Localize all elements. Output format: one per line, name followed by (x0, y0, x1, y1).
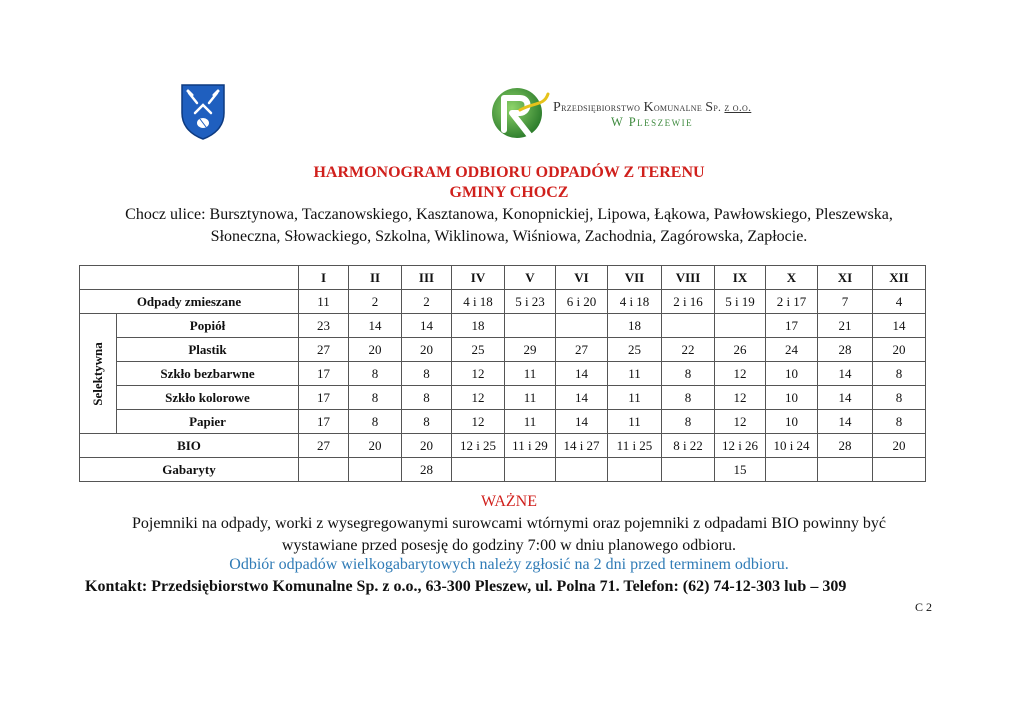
collection-date-cell: 25 (452, 338, 505, 362)
schedule-subtitle: GMINY CHOCZ (449, 184, 569, 201)
collection-date-cell: 14 (556, 362, 608, 386)
collection-date-cell: 27 (556, 338, 608, 362)
collection-date-cell: 14 (556, 410, 608, 434)
month-header: XI (818, 266, 873, 290)
collection-date-cell: 10 (766, 386, 818, 410)
selective-group-text: Selektywna (90, 341, 105, 406)
collection-date-cell: 14 i 27 (556, 434, 608, 458)
important-heading: WAŻNE (481, 493, 537, 510)
collection-date-cell: 11 (608, 410, 662, 434)
collection-date-cell: 8 (873, 386, 926, 410)
month-header: VIII (662, 266, 715, 290)
collection-date-cell: 8 (873, 410, 926, 434)
collection-date-cell: 20 (349, 338, 402, 362)
collection-date-cell (299, 458, 349, 482)
collection-date-cell (766, 458, 818, 482)
collection-date-cell: 4 i 18 (608, 290, 662, 314)
collection-date-cell: 8 (402, 410, 452, 434)
collection-date-cell: 17 (299, 410, 349, 434)
contact-info: Kontakt: Przedsiębiorstwo Komunalne Sp. z o.o., 63-300 Pleszew, ul. Polna 71. Telefon: (62) 74-12-303 lub – 309 (85, 578, 847, 595)
header-corner (80, 266, 299, 290)
streets-line-1: Chocz ulice: Bursztynowa, Taczanowskiego, Kasztanowa, Konopnickiej, Lipowa, Łąkowa, Pawłowskiego, Pleszewska, (125, 206, 893, 223)
waste-type-label: Szkło bezbarwne (117, 362, 299, 386)
collection-date-cell: 14 (349, 314, 402, 338)
table-row (80, 314, 926, 338)
collection-date-cell: 7 (818, 290, 873, 314)
collection-date-cell: 11 (608, 362, 662, 386)
waste-type-label: Papier (117, 410, 299, 434)
collection-date-cell: 6 i 20 (556, 290, 608, 314)
collection-date-cell: 11 (299, 290, 349, 314)
collection-date-cell: 20 (873, 338, 926, 362)
collection-date-cell: 12 (715, 386, 766, 410)
collection-date-cell (662, 314, 715, 338)
collection-date-cell (505, 458, 556, 482)
collection-date-cell: 5 i 23 (505, 290, 556, 314)
collection-date-cell: 14 (402, 314, 452, 338)
waste-type-label: Gabaryty (80, 458, 299, 482)
table-row (80, 410, 926, 434)
collection-date-cell: 8 (662, 362, 715, 386)
streets-list (0, 204, 1018, 248)
table-row (80, 338, 926, 362)
month-header: IX (715, 266, 766, 290)
page-code: C 2 (914, 600, 932, 614)
collection-date-cell (349, 458, 402, 482)
collection-date-cell: 28 (818, 434, 873, 458)
collection-date-cell: 8 (402, 386, 452, 410)
company-name (553, 100, 783, 130)
collection-date-cell: 22 (662, 338, 715, 362)
collection-date-cell: 14 (556, 386, 608, 410)
month-header: IV (452, 266, 505, 290)
collection-date-cell: 25 (608, 338, 662, 362)
collection-date-cell (556, 458, 608, 482)
collection-date-cell: 8 (402, 362, 452, 386)
table-header-row (80, 266, 926, 290)
collection-date-cell: 14 (818, 410, 873, 434)
collection-date-cell: 15 (715, 458, 766, 482)
bulky-waste-note: Odbiór odpadów wielkogabarytowych należy zgłosić na 2 dni przed terminem odbioru. (229, 556, 789, 573)
collection-date-cell: 20 (402, 434, 452, 458)
coat-of-arms-icon (180, 83, 226, 141)
collection-date-cell: 28 (402, 458, 452, 482)
collection-date-cell: 8 (662, 410, 715, 434)
collection-date-cell: 8 (873, 362, 926, 386)
collection-date-cell: 28 (818, 338, 873, 362)
collection-date-cell (608, 458, 662, 482)
waste-type-label: BIO (80, 434, 299, 458)
collection-date-cell: 27 (299, 434, 349, 458)
collection-date-cell: 10 (766, 410, 818, 434)
month-header: V (505, 266, 556, 290)
collection-date-cell (715, 314, 766, 338)
table-row (80, 434, 926, 458)
month-header: III (402, 266, 452, 290)
collection-date-cell: 17 (299, 386, 349, 410)
company-name-line1: Przedsiębiorstwo Komunalne Sp. z o.o. (553, 100, 752, 115)
collection-date-cell: 21 (818, 314, 873, 338)
collection-date-cell: 11 (505, 386, 556, 410)
collection-date-cell: 12 (715, 410, 766, 434)
collection-date-cell: 8 (349, 410, 402, 434)
collection-date-cell: 20 (402, 338, 452, 362)
collection-date-cell: 11 (505, 362, 556, 386)
collection-date-cell: 4 i 18 (452, 290, 505, 314)
notice-line-1: Pojemniki na odpady, worki z wysegregowanymi surowcami wtórnymi oraz pojemniki z odpadami BIO powinny być (132, 515, 886, 532)
collection-date-cell: 5 i 19 (715, 290, 766, 314)
collection-date-cell: 2 (402, 290, 452, 314)
collection-date-cell: 2 i 17 (766, 290, 818, 314)
table-row (80, 362, 926, 386)
collection-date-cell: 2 (349, 290, 402, 314)
collection-date-cell: 18 (608, 314, 662, 338)
collection-date-cell: 11 i 29 (505, 434, 556, 458)
collection-date-cell: 14 (818, 362, 873, 386)
collection-date-cell (873, 458, 926, 482)
table-row (80, 386, 926, 410)
collection-date-cell: 29 (505, 338, 556, 362)
collection-date-cell: 26 (715, 338, 766, 362)
collection-date-cell: 8 (349, 386, 402, 410)
month-header: I (299, 266, 349, 290)
collection-date-cell: 14 (818, 386, 873, 410)
collection-date-cell: 12 (452, 410, 505, 434)
collection-date-cell: 17 (299, 362, 349, 386)
collection-date-cell: 24 (766, 338, 818, 362)
streets-line-2: Słoneczna, Słowackiego, Szkolna, Wiklinowa, Wiśniowa, Zachodnia, Zagórowska, Zapłocie. (210, 228, 808, 245)
collection-date-cell: 8 i 22 (662, 434, 715, 458)
month-header: VI (556, 266, 608, 290)
collection-date-cell: 11 (505, 410, 556, 434)
collection-date-cell: 10 (766, 362, 818, 386)
collection-date-cell: 2 i 16 (662, 290, 715, 314)
month-header: II (349, 266, 402, 290)
collection-date-cell (556, 314, 608, 338)
waste-type-label: Popiół (117, 314, 299, 338)
month-header: VII (608, 266, 662, 290)
collection-date-cell: 12 (715, 362, 766, 386)
table-row (80, 290, 926, 314)
company-name-line2: W Pleszewie (611, 115, 694, 129)
collection-date-cell: 10 i 24 (766, 434, 818, 458)
collection-date-cell (505, 314, 556, 338)
selective-group-label (80, 314, 117, 434)
collection-date-cell (452, 458, 505, 482)
waste-type-label: Szkło kolorowe (117, 386, 299, 410)
waste-type-label: Odpady zmieszane (80, 290, 299, 314)
notice-line-2: wystawiane przed posesję do godziny 7:00 w dniu planowego odbioru. (281, 537, 737, 554)
collection-date-cell: 18 (452, 314, 505, 338)
collection-date-cell: 17 (766, 314, 818, 338)
collection-date-cell: 8 (349, 362, 402, 386)
collection-date-cell: 27 (299, 338, 349, 362)
collection-date-cell (818, 458, 873, 482)
collection-date-cell: 23 (299, 314, 349, 338)
collection-date-cell: 20 (349, 434, 402, 458)
month-header: XII (873, 266, 926, 290)
collection-date-cell (662, 458, 715, 482)
collection-date-cell: 12 i 25 (452, 434, 505, 458)
collection-date-cell: 20 (873, 434, 926, 458)
month-header: X (766, 266, 818, 290)
collection-date-cell: 11 (608, 386, 662, 410)
company-logo-icon (490, 84, 550, 142)
notice-text (0, 513, 1018, 557)
waste-type-label: Plastik (117, 338, 299, 362)
collection-date-cell: 11 i 25 (608, 434, 662, 458)
collection-date-cell: 14 (873, 314, 926, 338)
table-row (80, 458, 926, 482)
collection-date-cell: 12 (452, 386, 505, 410)
collection-schedule-table (79, 265, 926, 482)
collection-date-cell: 12 (452, 362, 505, 386)
collection-date-cell: 4 (873, 290, 926, 314)
schedule-title: HARMONOGRAM ODBIORU ODPADÓW Z TERENU (313, 164, 705, 181)
collection-date-cell: 8 (662, 386, 715, 410)
collection-date-cell: 12 i 26 (715, 434, 766, 458)
